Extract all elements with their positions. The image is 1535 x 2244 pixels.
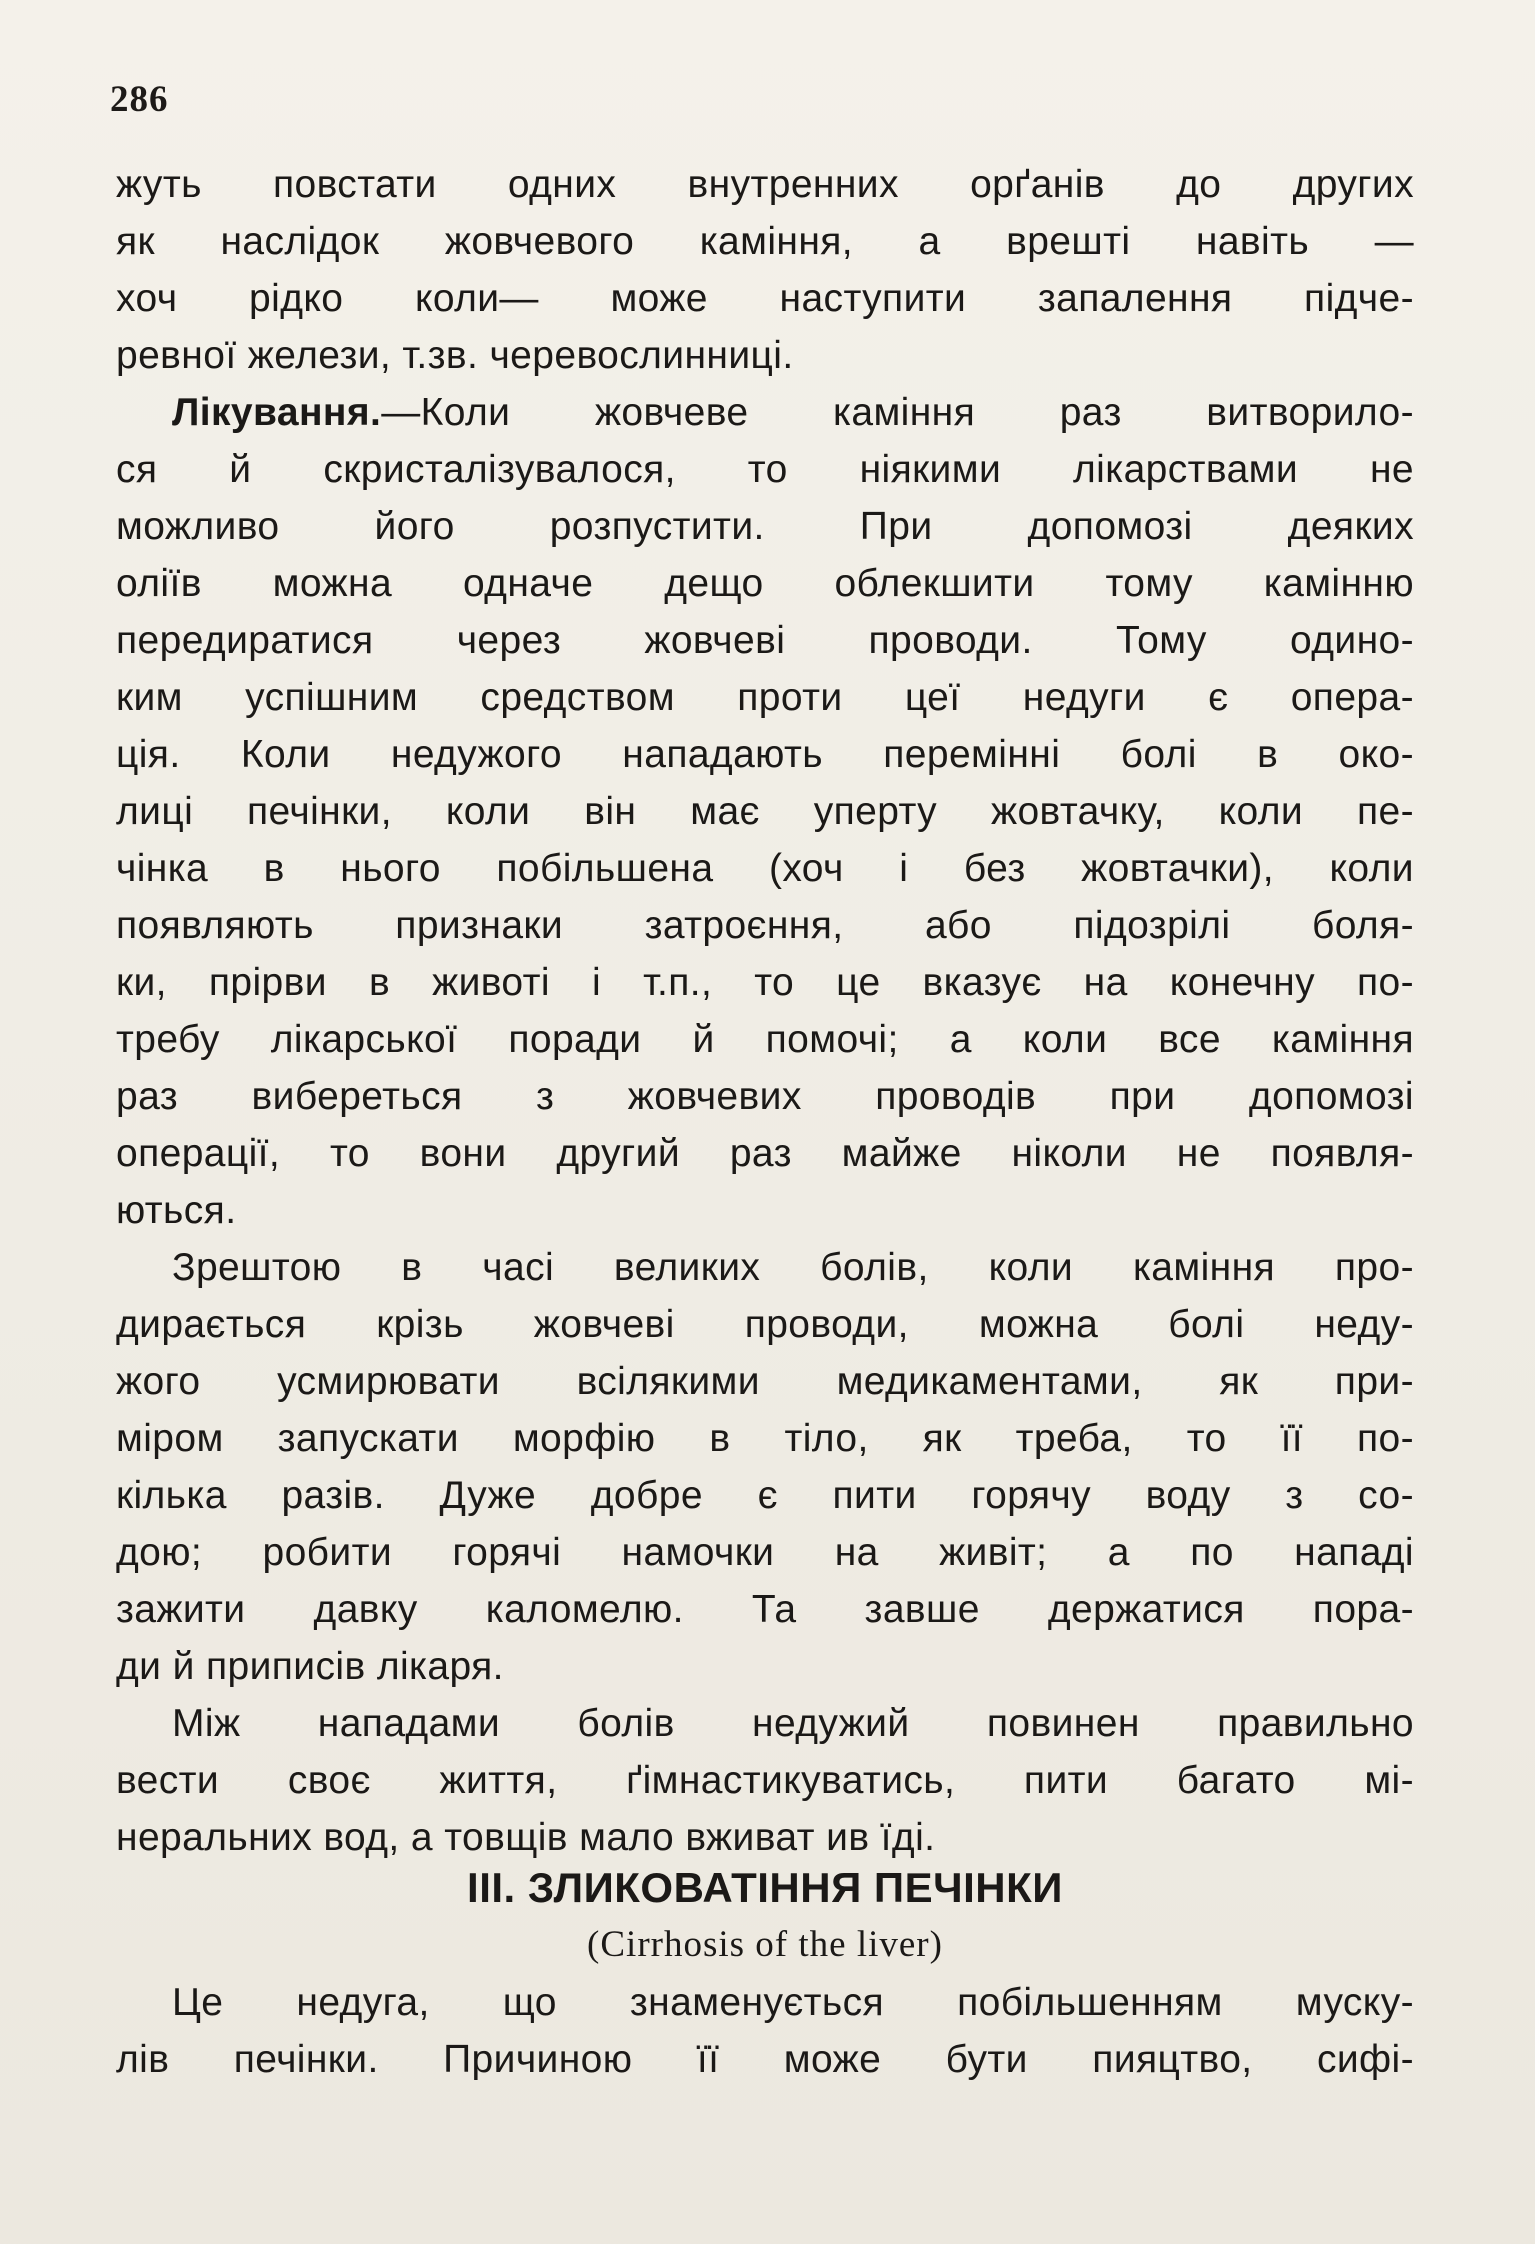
text-line: ються. <box>116 1189 237 1232</box>
treatment-first-line-text: —Коли жовчеве каміння раз витворило- <box>381 391 1414 434</box>
text-line: Між нападами болів недужий повинен правильно <box>172 1702 1414 1745</box>
text-line: можливо його розпустити. При допомозі деяких <box>116 505 1414 548</box>
text-line: жого усмирювати всілякими медикаментами, як при- <box>116 1360 1414 1403</box>
text-line: чінка в нього побільшена (хоч і без жовтачки), коли <box>116 847 1414 890</box>
text-line: дою; робити горячі намочки на живіт; а по нападі <box>116 1531 1414 1574</box>
text-line: хоч рідко коли— може наступити запалення підче- <box>116 277 1414 320</box>
text-line: Зрештою в часі великих болів, коли каміння про- <box>172 1246 1414 1289</box>
text-line: операції, то вони другий раз майже ніколи не появля- <box>116 1132 1414 1175</box>
section-title: III. ЗЛИКОВАТІННЯ ПЕЧІНКИ <box>467 1864 1063 1911</box>
section-subtitle: (Cirrhosis of the liver) <box>587 1924 943 1965</box>
text-line: появляють признаки затроєння, або підозрілі боля- <box>116 904 1414 947</box>
text-line: Це недуга, що знаменується побільшенням муску- <box>172 1981 1414 2024</box>
text-line: вести своє життя, ґімнастикуватись, пити багато мі- <box>116 1759 1414 1802</box>
text-line: кілька разів. Дуже добре є пити горячу воду з со- <box>116 1474 1414 1517</box>
treatment-heading: Лікування. <box>172 391 382 434</box>
text-line: ки, прірви в животі і т.п., то це вказує на конечну по- <box>116 961 1414 1004</box>
text-line: жуть повстати одних внутренних орґанів до других <box>116 163 1414 206</box>
text-line: неральних вод, а товщів мало вживат ив їді. <box>116 1816 936 1859</box>
text-line: ція. Коли недужого нападають перемінні болі в око- <box>116 733 1414 776</box>
text-line: лів печінки. Причиною її може бути пияцтво, сифі- <box>116 2038 1414 2081</box>
text-line: лиці печінки, коли він має уперту жовтачку, коли пе- <box>116 790 1414 833</box>
page-number: 286 <box>110 79 169 120</box>
text-line: дирається крізь жовчеві проводи, можна болі неду- <box>116 1303 1414 1346</box>
text-line: міром запускати морфію в тіло, як треба, то її по- <box>116 1417 1414 1460</box>
section-text <box>116 1974 1414 2088</box>
text-line: раз вибереться з жовчевих проводів при допомозі <box>116 1075 1414 1118</box>
treatment-first-line <box>116 384 1414 441</box>
text-line: требу лікарської поради й помочі; а коли все каміння <box>116 1018 1414 1061</box>
text-line: ся й скристалізувалося, то ніякими лікарствами не <box>116 448 1414 491</box>
text-line: ди й приписів лікаря. <box>116 1645 504 1688</box>
text-line: ревної желези, т.зв. черевослинниці. <box>116 334 794 377</box>
text-line: оліїв можна одначе дещо облекшити тому камінню <box>116 562 1414 605</box>
text-line: як наслідок жовчевого каміння, а врешті навіть — <box>116 220 1414 263</box>
text-line: зажити давку каломелю. Та завше держатися пора- <box>116 1588 1414 1631</box>
text-line: передиратися через жовчеві проводи. Тому одино- <box>116 619 1414 662</box>
text-line: ким успішним средством проти цеї недуги є опера- <box>116 676 1414 719</box>
main-text <box>116 156 1414 1866</box>
